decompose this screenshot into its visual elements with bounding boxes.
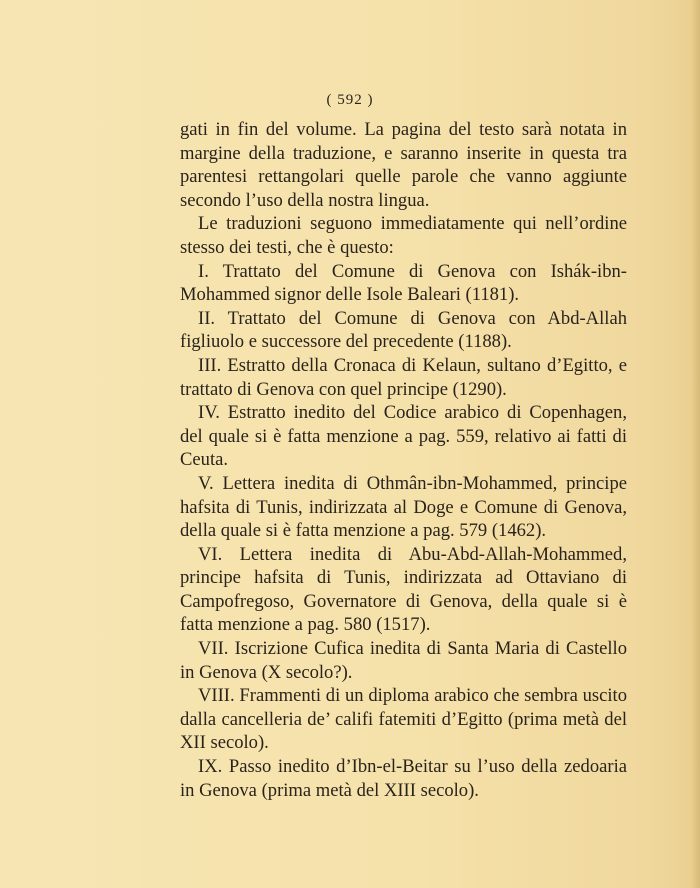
list-item-2: II. Trattato del Comune di Genova con Abd-Allah figliuolo e successore del precedente (1188). — [180, 307, 627, 353]
paragraph-intro: Le traduzioni seguono immediatamente qui nell’ordine stesso dei testi, che è questo: — [180, 213, 627, 258]
body-text — [180, 118, 627, 802]
list-item-8: VIII. Frammenti di un diploma arabico che sembra uscito dalla cancelleria de’ califi fatemiti d’Egitto (prima metà del XII secolo). — [180, 685, 627, 754]
list-item-6: VI. Lettera inedita di Abu-Abd-Allah-Mohammed, principe hafsita di Tunis, indirizzata ad Ottaviano di Campofregoso, Governatore di Genova, della quale si è fatta menzione a pag. 580 (1517). — [180, 543, 627, 636]
list-item-1: I. Trattato del Comune di Genova con Ishák-ibn-Mohammed signor delle Isole Baleari (1181). — [180, 260, 627, 306]
list-item-9: IX. Passo inedito d’Ibn-el-Beitar su l’uso della zedoaria in Genova (prima metà del XIII secolo). — [180, 756, 627, 801]
list-item-3: III. Estratto della Cronaca di Kelaun, sultano d’Egitto, e trattato di Genova con quel principe (1290). — [180, 354, 627, 400]
page-number: ( 592 ) — [326, 92, 374, 108]
list-item-5: V. Lettera inedita di Othmân-ibn-Mohammed, principe hafsita di Tunis, indirizzata al Doge e Comune di Genova, della quale si è fatta menzione a pag. 579 (1462). — [180, 472, 627, 542]
paragraph-continuation: gati in fin del volume. La pagina del testo sarà notata in margine della traduzione, e saranno inserite in questa tra parentesi rettangolari quelle parole che vanno aggiunte secondo l’uso della nostra lingua. — [180, 119, 627, 211]
page-edge-shadow — [690, 0, 700, 888]
list-item-4: IV. Estratto inedito del Codice arabico di Copenhagen, del quale si è fatta menzione a pag. 559, relativo ai fatti di Ceuta. — [180, 402, 627, 471]
list-item-7: VII. Iscrizione Cufica inedita di Santa Maria di Castello in Genova (X secolo?). — [180, 638, 627, 683]
